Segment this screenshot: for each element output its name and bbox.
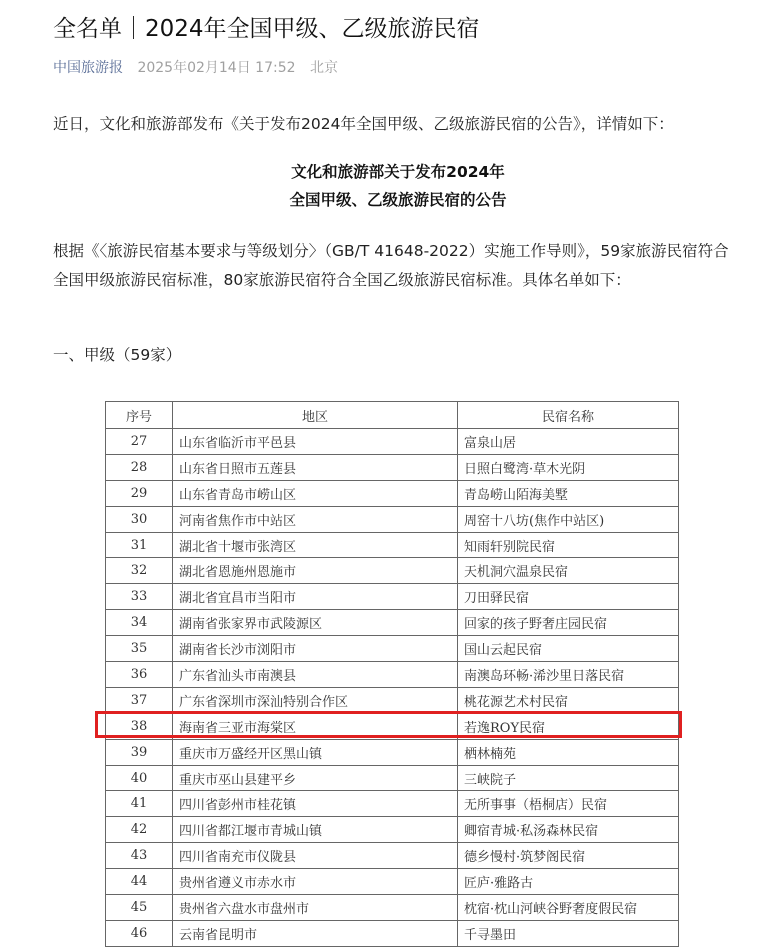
row-region: 湖南省张家界市武陵源区 xyxy=(173,610,458,636)
row-index: 41 xyxy=(106,791,173,817)
row-index: 35 xyxy=(106,636,173,662)
row-region: 贵州省六盘水市盘州市 xyxy=(173,895,458,921)
row-index: 46 xyxy=(106,920,173,946)
intro-paragraph: 近日，文化和旅游部发布《关于发布2024年全国甲级、乙级旅游民宿的公告》，详情如下： xyxy=(53,115,674,133)
table-row xyxy=(106,636,679,662)
table-row xyxy=(106,454,679,480)
row-region: 湖北省恩施州恩施市 xyxy=(173,558,458,584)
table-header-row xyxy=(106,402,679,429)
table-row xyxy=(106,791,679,817)
table-row xyxy=(106,687,679,713)
header-region: 地区 xyxy=(173,402,458,429)
row-index: 27 xyxy=(106,429,173,455)
table-row xyxy=(106,610,679,636)
row-index: 32 xyxy=(106,558,173,584)
row-index: 44 xyxy=(106,869,173,895)
table-row xyxy=(106,584,679,610)
table-row xyxy=(106,869,679,895)
notice-heading-line1: 文化和旅游部关于发布2024年 xyxy=(291,163,505,181)
row-region: 山东省日照市五莲县 xyxy=(173,454,458,480)
row-homestay-name: 无所事事（梧桐店）民宿 xyxy=(458,791,679,817)
row-index: 33 xyxy=(106,584,173,610)
row-homestay-name: 南澳岛环畅·浠沙里日落民宿 xyxy=(458,662,679,688)
row-homestay-name: 桃花源艺术村民宿 xyxy=(458,687,679,713)
row-homestay-name: 知雨轩别院民宿 xyxy=(458,532,679,558)
row-index: 29 xyxy=(106,480,173,506)
row-homestay-name: 周窑十八坊(焦作中站区) xyxy=(458,506,679,532)
row-index: 36 xyxy=(106,662,173,688)
table-row xyxy=(106,506,679,532)
row-homestay-name: 千寻墨田 xyxy=(458,920,679,946)
body-paragraph: 根据《〈旅游民宿基本要求与等级划分〉（GB/T 41648-2022）实施工作导则》，59家旅游民宿符合全国甲级旅游民宿标准，80家旅游民宿符合全国乙级旅游民宿标准。具体名单如下： xyxy=(53,242,729,289)
row-region: 河南省焦作市中站区 xyxy=(173,506,458,532)
row-homestay-name: 卿宿青城·私汤森林民宿 xyxy=(458,817,679,843)
row-region: 重庆市万盛经开区黑山镇 xyxy=(173,739,458,765)
row-homestay-name: 日照白鹭湾·草木光阴 xyxy=(458,454,679,480)
highlight-box xyxy=(95,711,682,738)
row-index: 30 xyxy=(106,506,173,532)
article-meta xyxy=(53,58,348,78)
row-region: 重庆市巫山县建平乡 xyxy=(173,765,458,791)
row-index: 38 xyxy=(106,713,173,739)
row-homestay-name: 回家的孩子野奢庄园民宿 xyxy=(458,610,679,636)
row-region: 湖北省宜昌市当阳市 xyxy=(173,584,458,610)
table-row xyxy=(106,765,679,791)
row-index: 39 xyxy=(106,739,173,765)
row-homestay-name: 天机洞穴温泉民宿 xyxy=(458,558,679,584)
table-row xyxy=(106,843,679,869)
section-heading: 一、甲级（59家） xyxy=(53,346,182,364)
table-row xyxy=(106,480,679,506)
row-homestay-name: 匠庐·雅路古 xyxy=(458,869,679,895)
table-row xyxy=(106,895,679,921)
homestay-table-image xyxy=(105,401,678,947)
row-index: 37 xyxy=(106,687,173,713)
source-link[interactable]: 中国旅游报 xyxy=(53,60,123,76)
row-homestay-name: 德乡慢村·筑梦阁民宿 xyxy=(458,843,679,869)
row-index: 45 xyxy=(106,895,173,921)
row-index: 40 xyxy=(106,765,173,791)
row-index: 34 xyxy=(106,610,173,636)
table-body xyxy=(106,429,679,947)
row-region: 四川省彭州市桂花镇 xyxy=(173,791,458,817)
table-row xyxy=(106,429,679,455)
row-region: 广东省汕头市南澳县 xyxy=(173,662,458,688)
row-region: 云南省昆明市 xyxy=(173,920,458,946)
row-region: 山东省临沂市平邑县 xyxy=(173,429,458,455)
table-row xyxy=(106,817,679,843)
row-homestay-name: 三峡院子 xyxy=(458,765,679,791)
table-row xyxy=(106,920,679,946)
row-homestay-name: 枕宿·枕山河峡谷野奢度假民宿 xyxy=(458,895,679,921)
row-index: 28 xyxy=(106,454,173,480)
header-index: 序号 xyxy=(106,402,173,429)
row-region: 广东省深圳市深汕特别合作区 xyxy=(173,687,458,713)
row-region: 山东省青岛市崂山区 xyxy=(173,480,458,506)
row-index: 43 xyxy=(106,843,173,869)
row-index: 42 xyxy=(106,817,173,843)
row-region: 海南省三亚市海棠区 xyxy=(173,713,458,739)
row-homestay-name: 国山云起民宿 xyxy=(458,636,679,662)
row-region: 贵州省遵义市赤水市 xyxy=(173,869,458,895)
homestay-table xyxy=(105,401,679,947)
row-region: 湖南省长沙市浏阳市 xyxy=(173,636,458,662)
table-row xyxy=(106,558,679,584)
row-region: 湖北省十堰市张湾区 xyxy=(173,532,458,558)
row-homestay-name: 栖林楠苑 xyxy=(458,739,679,765)
row-homestay-name: 若逸ROY民宿 xyxy=(458,713,679,739)
publish-datetime: 2025年02月14日 17:52 xyxy=(137,60,296,76)
header-name: 民宿名称 xyxy=(458,402,679,429)
row-region: 四川省南充市仪陇县 xyxy=(173,843,458,869)
article-title: 全名单｜2024年全国甲级、乙级旅游民宿 xyxy=(53,16,480,42)
table-row xyxy=(106,739,679,765)
row-homestay-name: 青岛崂山陌海美墅 xyxy=(458,480,679,506)
publish-location: 北京 xyxy=(309,60,338,76)
table-row xyxy=(106,662,679,688)
notice-heading-line2: 全国甲级、乙级旅游民宿的公告 xyxy=(289,191,507,209)
row-region: 四川省都江堰市青城山镇 xyxy=(173,817,458,843)
row-homestay-name: 富泉山居 xyxy=(458,429,679,455)
row-index: 31 xyxy=(106,532,173,558)
row-homestay-name: 刀田驿民宿 xyxy=(458,584,679,610)
table-row xyxy=(106,532,679,558)
